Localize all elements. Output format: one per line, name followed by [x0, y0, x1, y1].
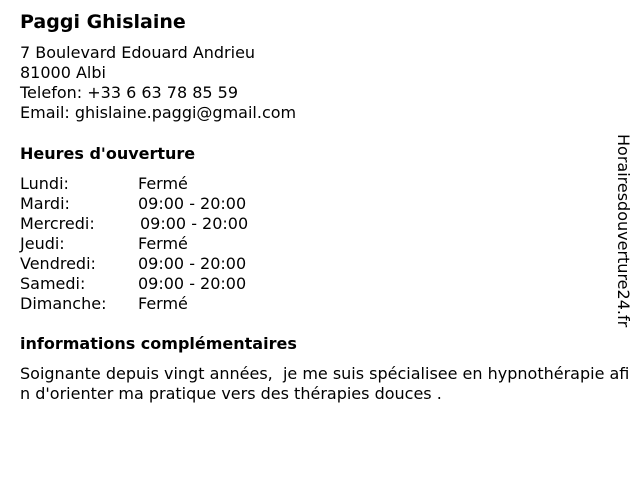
hours-day-label: Samedi:	[20, 274, 86, 293]
hours-day-label: Lundi:	[20, 174, 69, 193]
address-street: 7 Boulevard Edouard Andrieu	[20, 43, 256, 62]
hours-day-label: Mardi:	[20, 194, 70, 213]
info-description: Soignante depuis vingt années, je me suis spécialisee en hypnothérapie afin d'orienter ma pratique vers des thérapies douces .	[20, 364, 630, 403]
hours-day-label: Dimanche:	[20, 294, 107, 313]
hours-time-value: Fermé	[138, 294, 188, 313]
hours-time-value: Fermé	[138, 174, 188, 193]
hours-heading: Heures d'ouverture	[20, 144, 196, 163]
hours-time-value: 09:00 - 20:00	[138, 254, 247, 273]
hours-day-label: Jeudi:	[20, 234, 65, 253]
address-city: 81000 Albi	[20, 63, 106, 82]
hours-time-value: 09:00 - 20:00	[138, 274, 247, 293]
info-heading: informations complémentaires	[20, 334, 297, 353]
hours-day-label: Mercredi:	[20, 214, 95, 233]
site-watermark: Horairesdouverture24.fr	[614, 134, 633, 328]
hours-time-value: 09:00 - 20:00	[140, 214, 249, 233]
hours-time-value: 09:00 - 20:00	[138, 194, 247, 213]
phone-line: Telefon: +33 6 63 78 85 59	[20, 83, 239, 102]
business-name: Paggi Ghislaine	[20, 11, 186, 33]
contact-block	[20, 43, 296, 123]
email-line: Email: ghislaine.paggi@gmail.com	[20, 103, 297, 122]
hours-time-value: Fermé	[138, 234, 188, 253]
hours-day-label: Vendredi:	[20, 254, 96, 273]
